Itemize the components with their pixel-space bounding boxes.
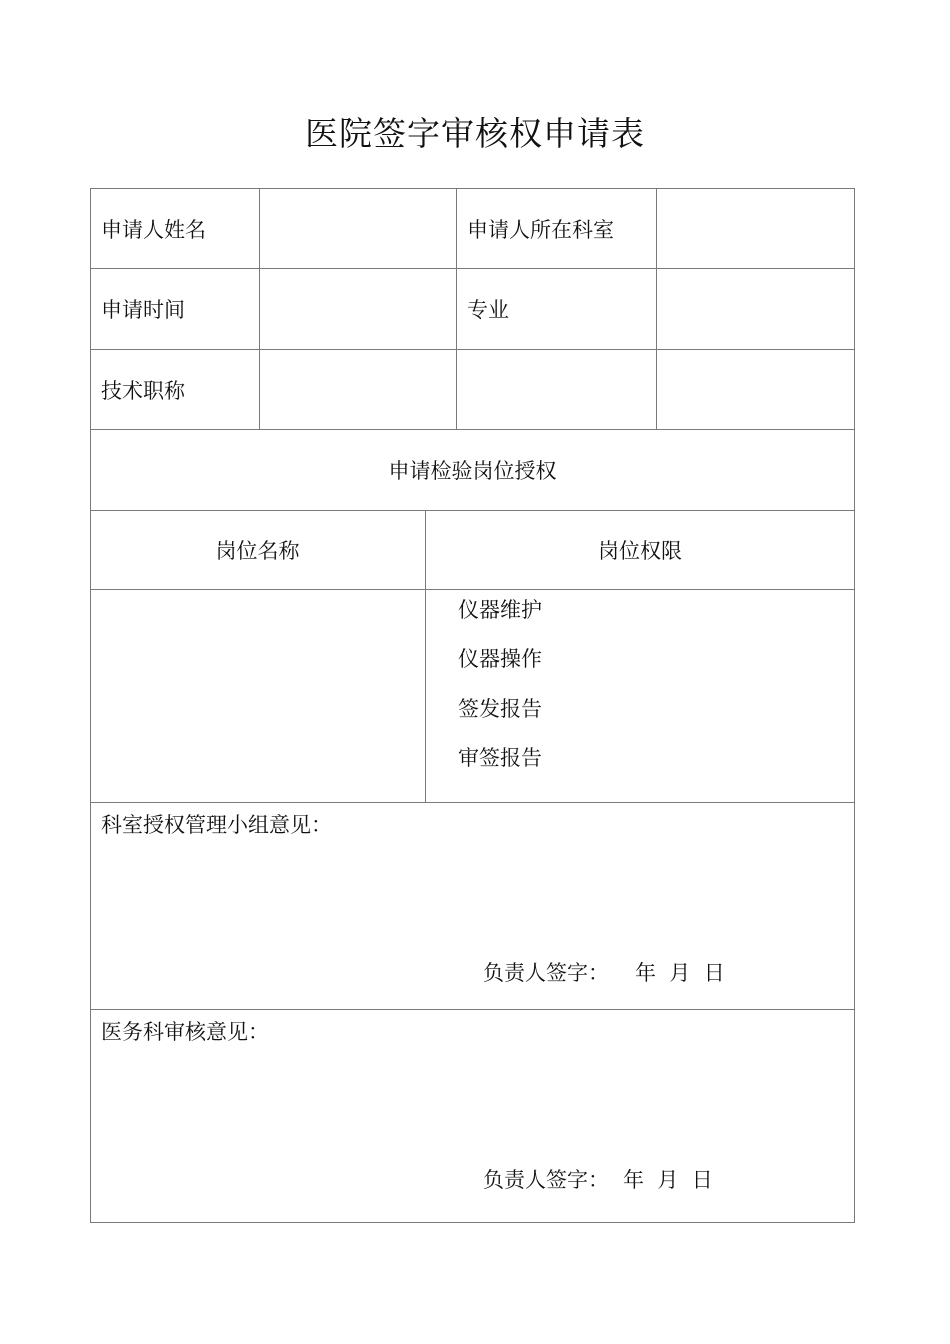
col-divider (656, 188, 657, 430)
row-divider (90, 589, 855, 590)
permission-item[interactable]: 签发报告 (458, 697, 542, 721)
permission-item[interactable]: 审签报告 (458, 746, 542, 770)
dept-signature-date: 年 月 日 (635, 961, 725, 985)
apply-time-field[interactable] (261, 270, 455, 348)
dept-opinion-field[interactable] (92, 845, 852, 955)
applicant-name-label: 申请人姓名 (101, 218, 206, 242)
major-field[interactable] (658, 270, 853, 348)
row-divider (90, 429, 855, 430)
applicant-dept-label: 申请人所在科室 (467, 218, 614, 242)
table-border-top (90, 188, 855, 189)
row-divider (90, 802, 855, 803)
section-heading: 申请检验岗位授权 (388, 459, 557, 483)
apply-time-label: 申请时间 (101, 298, 185, 322)
row-divider (90, 510, 855, 511)
row-divider (90, 1009, 855, 1010)
tech-title-label: 技术职称 (101, 379, 185, 403)
medical-opinion-field[interactable] (92, 1052, 852, 1152)
col-divider (259, 188, 260, 430)
permission-item[interactable]: 仪器维护 (458, 598, 542, 622)
post-permission-header: 岗位权限 (598, 539, 682, 563)
permission-item[interactable]: 仪器操作 (458, 647, 542, 671)
row-divider (90, 268, 855, 269)
post-name-header: 岗位名称 (215, 539, 300, 563)
major-label: 专业 (467, 298, 509, 322)
medical-signature-label: 负责人签字： (483, 1168, 609, 1192)
post-name-field[interactable] (92, 591, 424, 801)
document-title: 医院签字审核权申请表 (305, 114, 645, 153)
medical-opinion-label: 医务科审核意见： (101, 1020, 269, 1044)
medical-signature-date: 年 月 日 (623, 1168, 713, 1192)
dept-opinion-label: 科室授权管理小组意见： (101, 813, 332, 837)
table-border-bottom (90, 1222, 855, 1223)
dept-signature-label: 负责人签字： (483, 961, 609, 985)
table-border-right (854, 188, 855, 1223)
table-border-left (90, 188, 91, 1223)
applicant-dept-field[interactable] (658, 190, 853, 267)
row-divider (90, 349, 855, 350)
col-divider (456, 188, 457, 430)
tech-title-field[interactable] (261, 351, 455, 428)
applicant-name-field[interactable] (261, 190, 455, 267)
